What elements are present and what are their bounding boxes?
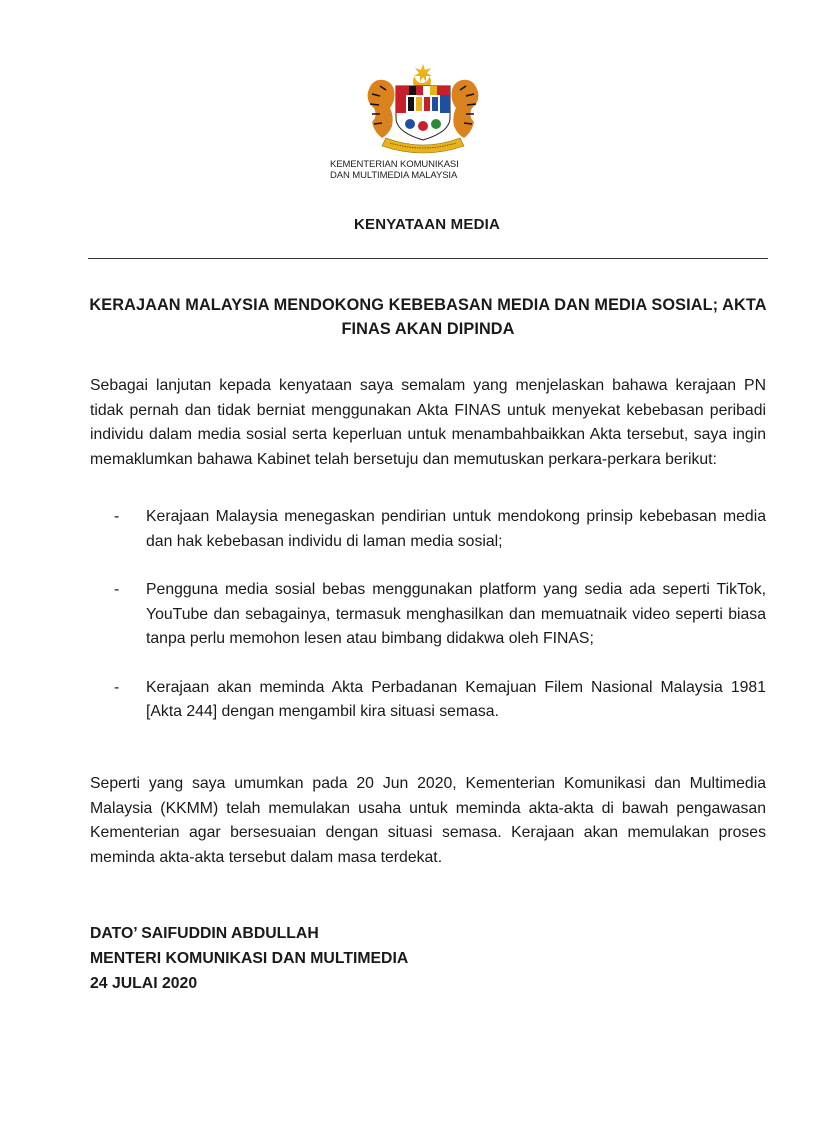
statement-headline: KERAJAAN MALAYSIA MENDOKONG KEBEBASAN MEDIA DAN MEDIA SOSIAL; AKTA FINAS AKAN DIPINDA <box>89 296 767 338</box>
statement-date: 24 JULAI 2020 <box>90 975 198 992</box>
list-item <box>90 505 766 554</box>
bullet-dash: - <box>114 581 120 598</box>
list-item <box>90 676 766 725</box>
list-item-text: Kerajaan akan meminda Akta Perbadanan Kemajuan Filem Nasional Malaysia 1981 [Akta 244] dengan mengambil kira situasi semasa. <box>146 678 766 720</box>
bullet-dash: - <box>114 678 120 696</box>
signatory-title: MENTERI KOMUNIKASI DAN MULTIMEDIA <box>90 950 409 967</box>
malaysia-coat-of-arms-icon <box>360 62 486 154</box>
intro-paragraph: Sebagai lanjutan kepada kenyataan saya semalam yang menjelaskan bahawa kerajaan PN tidak pernah dan tidak berniat menggunakan Akta FINAS untuk menyekat kebebasan peribadi individu dalam media sosial serta keperluan untuk menambahbaikkan Akta tersebut, saya ingin memaklumkan bahawa Kabinet telah bersetuju dan memutuskan perkara-perkara berikut: <box>90 377 766 468</box>
document-type: KENYATAAN MEDIA <box>353 216 501 233</box>
closing-paragraph: Seperti yang saya umumkan pada 20 Jun 2020, Kementerian Komunikasi dan Multimedia Malaysia (KKMM) telah memulakan usaha untuk meminda akta-akta di bawah pengawasan Kementerian agar bersesuaian dengan situasi semasa. Kerajaan akan memulakan proses meminda akta-akta tersebut dalam masa terdekat. <box>90 775 766 866</box>
bullet-dash: - <box>114 508 120 525</box>
divider <box>88 258 768 259</box>
list-item <box>90 578 766 652</box>
list-item-text: Pengguna media sosial bebas menggunakan platform yang sedia ada seperti TikTok, YouTube dan sebagainya, termasuk menghasilkan dan memuatnaik video seperti biasa tanpa perlu memohon lesen atau bimbang didakwa oleh FINAS; <box>146 581 766 647</box>
ministry-name-line: DAN MULTIMEDIA MALAYSIA <box>330 170 458 181</box>
signature-block <box>90 921 408 996</box>
decision-list <box>90 505 766 725</box>
ministry-name-line: KEMENTERIAN KOMUNIKASI <box>330 159 459 170</box>
list-item-text: Kerajaan Malaysia menegaskan pendirian untuk mendokong prinsip kebebasan media dan hak kebebasan individu di laman media sosial; <box>146 508 766 550</box>
signatory-name: DATO’ SAIFUDDIN ABDULLAH <box>90 925 319 942</box>
ministry-name <box>330 159 526 181</box>
